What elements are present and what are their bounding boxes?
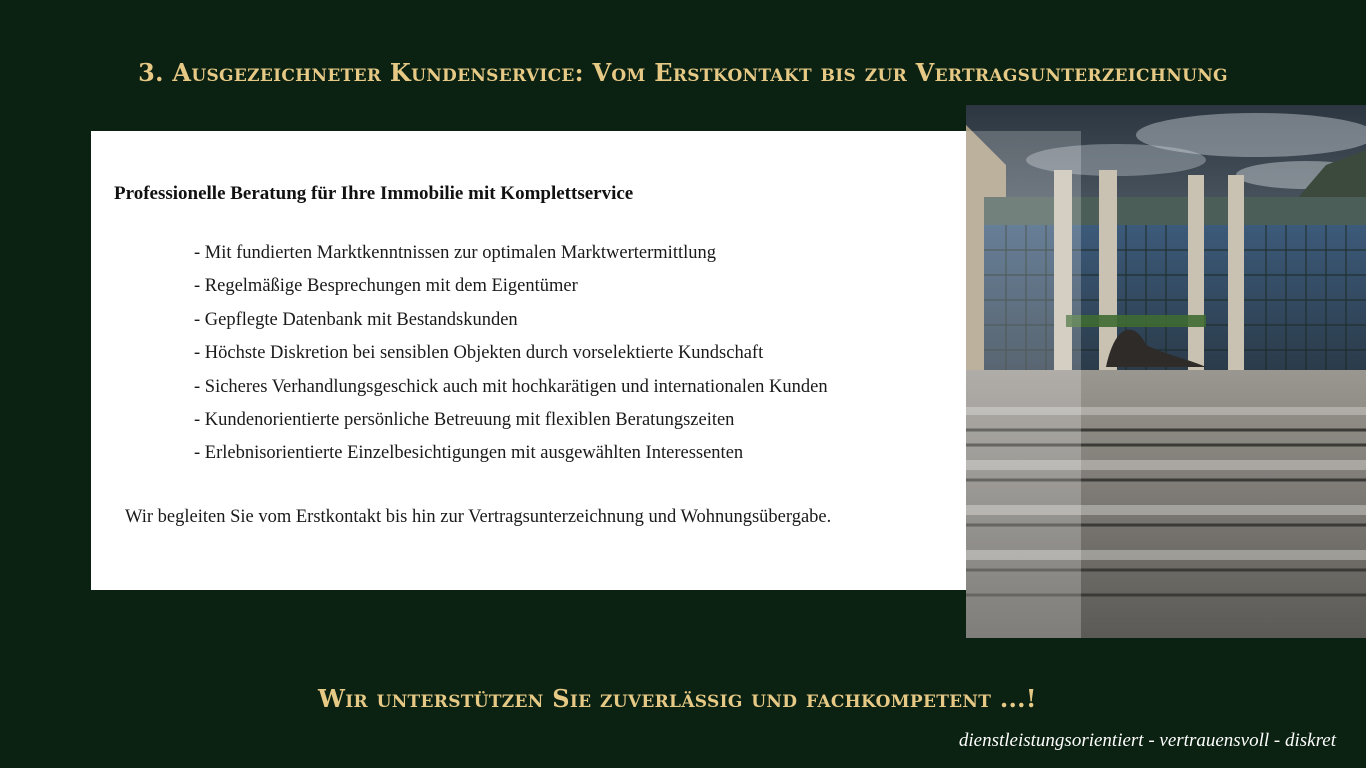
content-heading: Professionelle Beratung für Ihre Immobilie mit Komplettservice bbox=[114, 183, 634, 204]
list-item: - Sicheres Verhandlungsgeschick auch mit hochkarätigen und internationalen Kunden bbox=[194, 376, 828, 397]
building-photo bbox=[966, 105, 1366, 638]
list-item: - Höchste Diskretion bei sensiblen Objekten durch vorselektierte Kundschaft bbox=[194, 343, 764, 364]
slide-title: 3. Ausgezeichneter Kundenservice: Vom Erstkontakt bis zur Vertragsunterzeichnung bbox=[138, 58, 1228, 87]
content-card bbox=[91, 131, 966, 590]
list-item: - Kundenorientierte persönliche Betreuung mit flexiblen Beratungszeiten bbox=[194, 409, 735, 430]
building-photo-image bbox=[966, 105, 1366, 638]
list-item: - Gepflegte Datenbank mit Bestandskunden bbox=[194, 309, 518, 330]
list-item: - Mit fundierten Marktkenntnissen zur optimalen Marktwertermittlung bbox=[194, 243, 716, 263]
closing-text: Wir begleiten Sie vom Erstkontakt bis hin zur Vertragsunterzeichnung und Wohnungsübergabe. bbox=[125, 507, 832, 527]
service-list bbox=[194, 237, 828, 471]
tagline: dienstleistungsorientiert - vertrauensvoll - diskret bbox=[958, 730, 1336, 751]
list-item: - Erlebnisorientierte Einzelbesichtigungen mit ausgewählten Interessenten bbox=[194, 443, 744, 464]
slogan: Wir unterstützen Sie zuverlässig und fachkompetent ...! bbox=[318, 684, 1037, 713]
list-item: - Regelmäßige Besprechungen mit dem Eigentümer bbox=[194, 276, 578, 297]
